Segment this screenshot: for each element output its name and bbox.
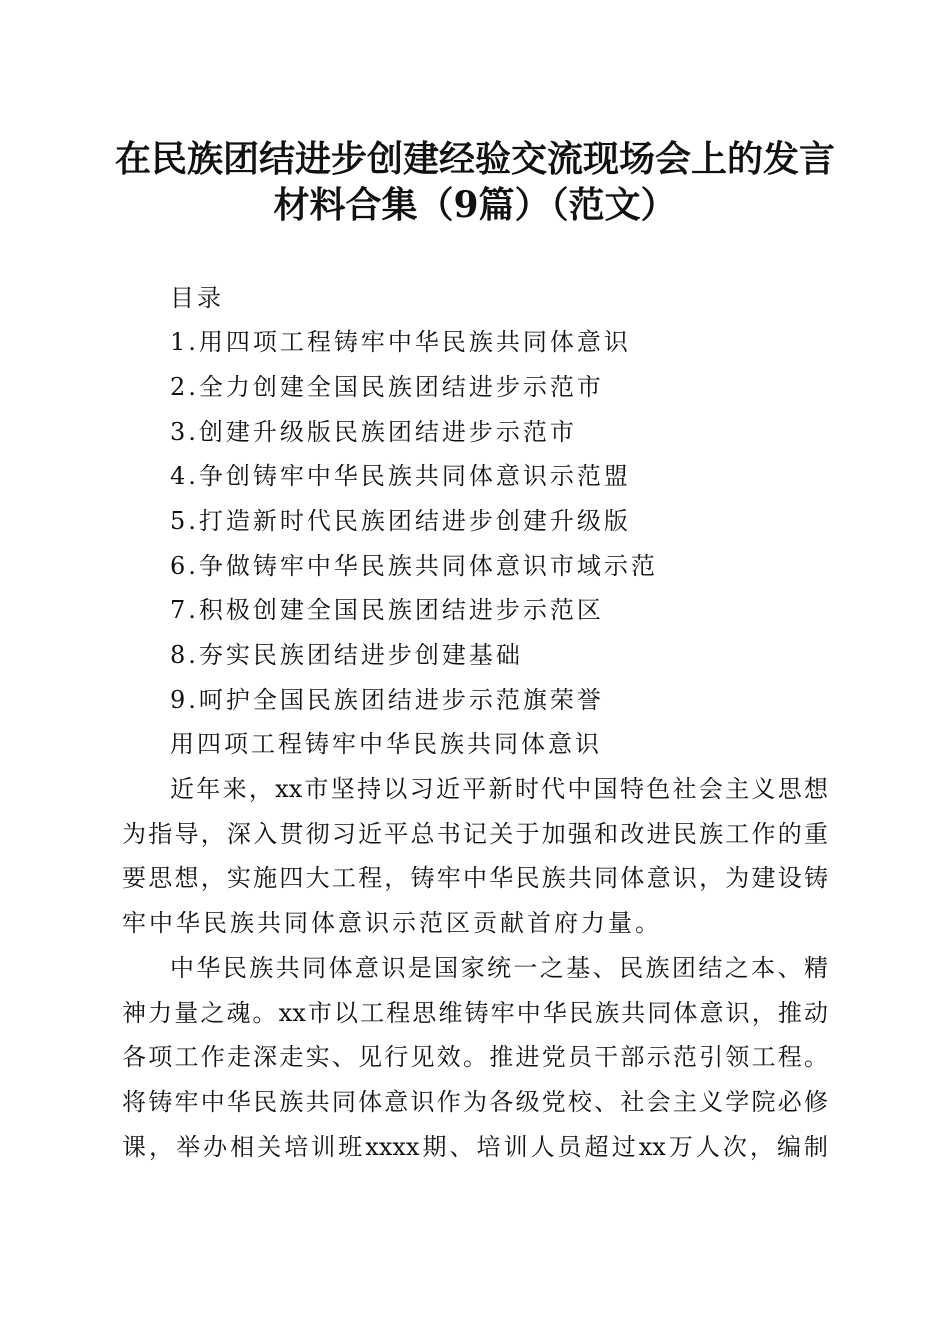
paragraph-1-line: 近年来，xx市坚持以习近平新时代中国特色社会主义思想 [170, 775, 828, 803]
toc-heading: 目录 [170, 284, 224, 312]
toc-item-5: 5.打造新时代民族团结进步创建升级版 [170, 507, 631, 535]
document-title-line-1: 在民族团结进步创建经验交流现场会上的发言 [114, 138, 835, 180]
toc-item-8: 8.夯实民族团结进步创建基础 [170, 641, 523, 669]
paragraph-2-line: 各项工作走深走实、见行见效。推进党员干部示范引领工程。 [122, 1043, 828, 1071]
toc-item-1: 1.用四项工程铸牢中华民族共同体意识 [170, 328, 631, 356]
section-heading: 用四项工程铸牢中华民族共同体意识 [170, 730, 602, 758]
document-title-line-2: 材料合集（9篇）（范文） [273, 184, 677, 226]
paragraph-1-line: 为指导，深入贯彻习近平总书记关于加强和改进民族工作的重 [122, 820, 828, 848]
toc-item-3: 3.创建升级版民族团结进步示范市 [170, 418, 577, 446]
paragraph-2-line: 神力量之魂。xx市以工程思维铸牢中华民族共同体意识，推动 [122, 999, 828, 1027]
paragraph-1-line: 要思想，实施四大工程，铸牢中华民族共同体意识，为建设铸 [122, 864, 828, 892]
paragraph-2-line: 中华民族共同体意识是国家统一之基、民族团结之本、精 [170, 954, 828, 982]
toc-item-7: 7.积极创建全国民族团结进步示范区 [170, 596, 604, 624]
paragraph-1-line: 牢中华民族共同体意识示范区贡献首府力量。 [122, 909, 662, 937]
paragraph-2-line: 将铸牢中华民族共同体意识作为各级党校、社会主义学院必修 [122, 1088, 828, 1116]
toc-item-2: 2.全力创建全国民族团结进步示范市 [170, 373, 604, 401]
paragraph-2-line: 课，举办相关培训班xxxx期、培训人员超过xx万人次，编制 [122, 1133, 828, 1161]
toc-item-4: 4.争创铸牢中华民族共同体意识示范盟 [170, 462, 631, 490]
toc-item-6: 6.争做铸牢中华民族共同体意识市域示范 [170, 552, 658, 580]
toc-item-9: 9.呵护全国民族团结进步示范旗荣誉 [170, 686, 604, 714]
